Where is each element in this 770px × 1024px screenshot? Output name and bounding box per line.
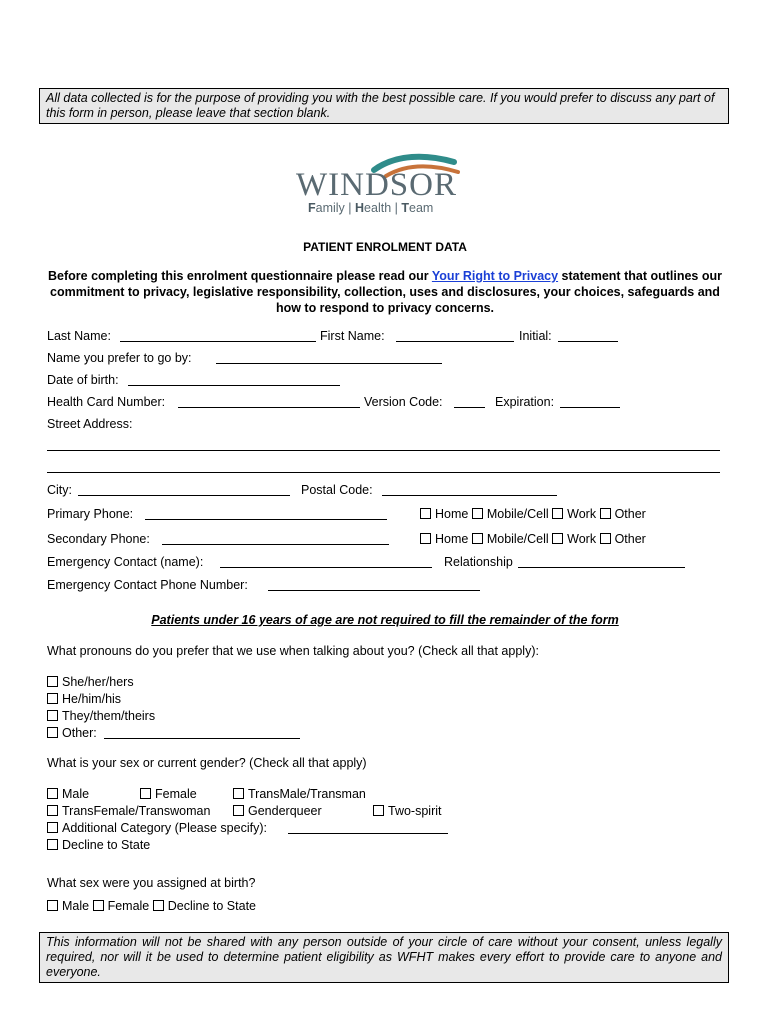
gender-option[interactable]: Additional Category (Please specify):	[47, 820, 267, 836]
pronoun-option[interactable]: They/them/theirs	[47, 708, 155, 724]
checkbox[interactable]	[552, 508, 563, 519]
intro-text: Before completing this enrolment questionnaire please read our Your Right to Privacy statement that outlines our commitment to privacy, legislative responsibility, collection, uses and disclosures, your choices, safeguards and how to respond to privacy concerns.	[48, 269, 722, 315]
bottom-notice: This information will not be shared with any person outside of your circle of care without your consent, unless legally required, nor will it be used to determine patient eligibility as WFHT makes every effort to provide care to anyone and everyone.	[39, 932, 729, 983]
street-address-line-1[interactable]	[47, 450, 720, 451]
gender-specify-field[interactable]	[288, 833, 448, 834]
checkbox[interactable]	[93, 900, 104, 911]
gender-question: What is your sex or current gender? (Check all that apply)	[47, 756, 367, 770]
checkbox[interactable]	[47, 805, 58, 816]
checkbox[interactable]	[472, 533, 483, 544]
checkbox[interactable]	[420, 508, 431, 519]
pronoun-other-field[interactable]	[104, 738, 300, 739]
checkbox[interactable]	[600, 533, 611, 544]
privacy-link[interactable]: Your Right to Privacy	[431, 269, 559, 283]
checkbox[interactable]	[47, 822, 58, 833]
emergency-contact-field[interactable]	[220, 567, 432, 568]
checkbox[interactable]	[47, 710, 58, 721]
windsor-logo	[296, 150, 466, 216]
dob-label: Date of birth:	[47, 373, 119, 387]
preferred-name-label: Name you prefer to go by:	[47, 351, 192, 365]
primary-phone-field[interactable]	[145, 519, 387, 520]
relationship-field[interactable]	[518, 567, 685, 568]
checkbox[interactable]	[47, 788, 58, 799]
gender-option[interactable]: Decline to State	[47, 837, 150, 853]
first-name-label: First Name:	[320, 329, 385, 343]
version-code-label: Version Code:	[364, 395, 443, 409]
checkbox[interactable]	[47, 900, 58, 911]
last-name-field[interactable]	[120, 341, 316, 342]
pronoun-option[interactable]: She/her/hers	[47, 674, 134, 690]
expiration-label: Expiration:	[495, 395, 555, 409]
pronouns-question: What pronouns do you prefer that we use when talking about you? (Check all that apply):	[47, 644, 539, 658]
initial-field[interactable]	[558, 341, 618, 342]
checkbox[interactable]	[552, 533, 563, 544]
street-address-label: Street Address:	[47, 417, 133, 431]
postal-code-label: Postal Code:	[301, 483, 373, 497]
birth-sex-question: What sex were you assigned at birth?	[47, 876, 256, 890]
checkbox[interactable]	[472, 508, 483, 519]
street-address-line-2[interactable]	[47, 472, 720, 473]
checkbox[interactable]	[47, 676, 58, 687]
last-name-label: Last Name:	[47, 329, 111, 343]
gender-option[interactable]: TransFemale/Transwoman	[47, 803, 210, 819]
city-label: City:	[47, 483, 72, 497]
emergency-contact-label: Emergency Contact (name):	[47, 555, 204, 569]
section-note: Patients under 16 years of age are not required to fill the remainder of the form	[151, 613, 619, 627]
birth-sex-options: Male Female Decline to State	[47, 898, 256, 914]
pronoun-option[interactable]: He/him/his	[47, 691, 121, 707]
gender-option[interactable]: Two-spirit	[373, 803, 441, 819]
form-title: PATIENT ENROLMENT DATA	[303, 240, 467, 254]
pronoun-option[interactable]: Other:	[47, 725, 97, 741]
checkbox[interactable]	[420, 533, 431, 544]
dob-field[interactable]	[128, 385, 340, 386]
checkbox[interactable]	[153, 900, 164, 911]
logo-subtitle: Family | Health | Team	[308, 201, 434, 215]
secondary-phone-field[interactable]	[162, 544, 389, 545]
checkbox[interactable]	[233, 788, 244, 799]
emergency-phone-label: Emergency Contact Phone Number:	[47, 578, 248, 592]
checkbox[interactable]	[47, 693, 58, 704]
emergency-phone-field[interactable]	[268, 590, 480, 591]
checkbox[interactable]	[140, 788, 151, 799]
version-code-field[interactable]	[454, 407, 485, 408]
checkbox[interactable]	[600, 508, 611, 519]
health-card-label: Health Card Number:	[47, 395, 166, 409]
postal-code-field[interactable]	[382, 495, 557, 496]
logo-wordmark: WINDSOR	[296, 167, 457, 203]
checkbox[interactable]	[233, 805, 244, 816]
first-name-field[interactable]	[396, 341, 514, 342]
city-field[interactable]	[78, 495, 290, 496]
secondary-phone-types: Home Mobile/Cell Work Other	[420, 531, 646, 547]
checkbox[interactable]	[47, 839, 58, 850]
primary-phone-label: Primary Phone:	[47, 507, 134, 521]
gender-option[interactable]: Male	[47, 786, 89, 802]
secondary-phone-label: Secondary Phone:	[47, 532, 150, 546]
primary-phone-types: Home Mobile/Cell Work Other	[420, 506, 646, 522]
checkbox[interactable]	[47, 727, 58, 738]
top-notice: All data collected is for the purpose of providing you with the best possible care. If you would prefer to discuss any part of this form in person, please leave that section blank.	[39, 88, 729, 124]
relationship-label: Relationship	[444, 555, 513, 569]
gender-option[interactable]: Female	[140, 786, 197, 802]
gender-option[interactable]: TransMale/Transman	[233, 786, 366, 802]
gender-option[interactable]: Genderqueer	[233, 803, 322, 819]
preferred-name-field[interactable]	[216, 363, 442, 364]
checkbox[interactable]	[373, 805, 384, 816]
expiration-field[interactable]	[560, 407, 620, 408]
health-card-field[interactable]	[178, 407, 360, 408]
initial-label: Initial:	[519, 329, 552, 343]
